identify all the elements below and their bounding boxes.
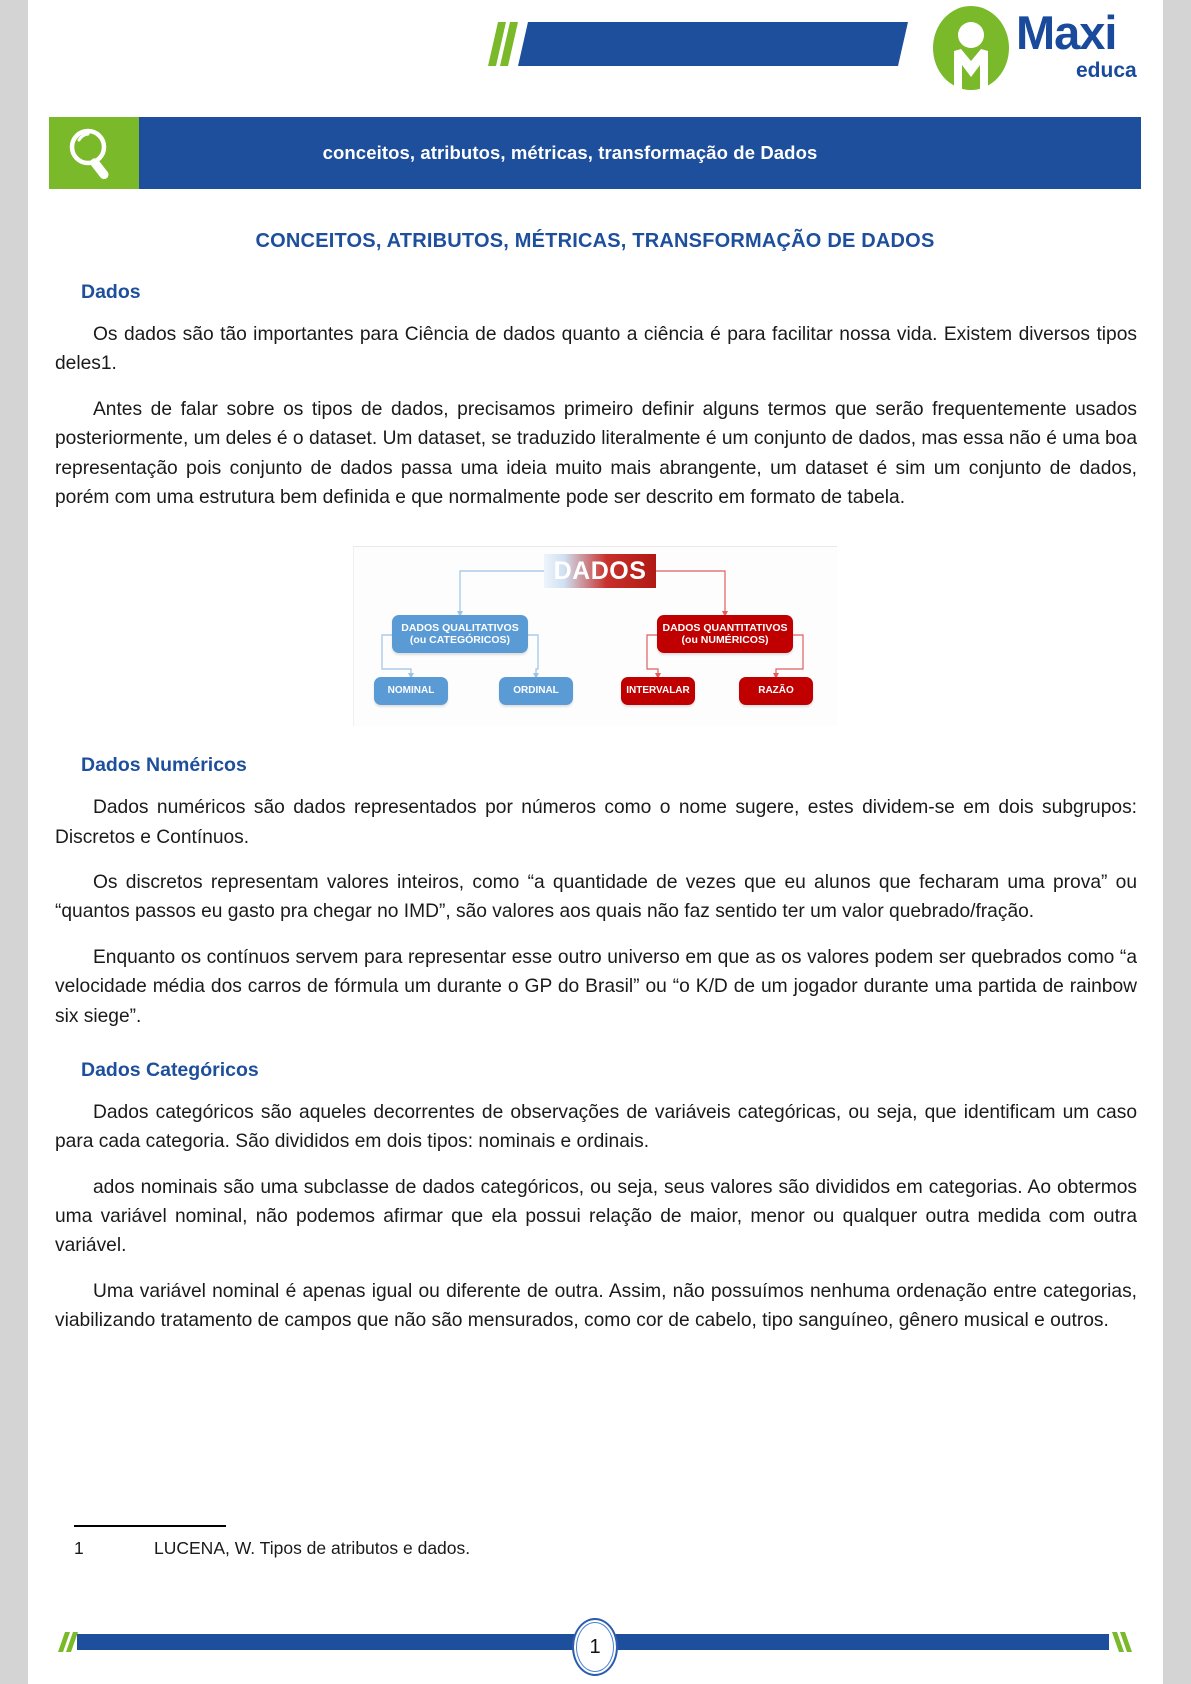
diagram-node-quantitativos: [657, 615, 793, 653]
paragraph: Enquanto os contínuos servem para representar esse outro universo em que as os valores podem ser quebrados como “a velocidade média dos carros de fórmula um durante o GP do Brasil” ou “o K/D de um jogador durante uma partida de rainbow six siege”.: [55, 946, 1137, 1027]
logo-wordmark: Maxi: [1016, 6, 1117, 59]
footer-slashes-right-icon: [1107, 1632, 1133, 1652]
magnifier-icon: [65, 126, 123, 180]
page-header: [28, 0, 1163, 100]
heading-dados-numericos: Dados Numéricos: [81, 754, 247, 777]
diagram-node-dados: DADOS: [544, 554, 656, 588]
footnote-separator: [74, 1525, 226, 1527]
paragraph: ados nominais são uma subclasse de dados categóricos, ou seja, seus valores são divididos em categorias. Ao obtermos uma variável nominal, não podemos afirmar que ela possui relação de maior, menor ou qualquer outra medida com outra variável.: [55, 1176, 1137, 1257]
diagram-node-nominal: NOMINAL: [374, 677, 448, 705]
page-number-badge: 1: [572, 1618, 618, 1676]
diagram-node-line1: DADOS QUANTITATIVOS: [662, 621, 788, 634]
heading-dados-categoricos: Dados Categóricos: [81, 1058, 259, 1081]
footnote-text: LUCENA, W. Tipos de atributos e dados.: [154, 1538, 471, 1558]
maxi-logo-mark-icon: [928, 5, 1014, 91]
logo-subtitle: educa: [1076, 59, 1137, 82]
diagram-node-line2: (ou CATEGÓRICOS): [409, 634, 511, 647]
maxi-educa-logo: [928, 5, 1158, 95]
heading-dados: Dados: [81, 281, 141, 303]
diagram-node-line1: DADOS QUALITATIVOS: [401, 621, 519, 634]
footnote-area: [49, 1525, 1141, 1559]
diagram-node-razao: RAZÃO: [739, 677, 813, 705]
section-title-banner: [49, 117, 1141, 189]
paragraph: Dados numéricos são dados representados por números como o nome sugere, estes dividem-se em dois subgrupos: Discretos e Contínuos.: [55, 797, 1137, 848]
page-gutter-left: [0, 0, 28, 1684]
page-sheet: [28, 0, 1163, 1684]
paragraph: Uma variável nominal é apenas igual ou diferente de outra. Assim, não possuímos nenhuma ordenação entre categorias, viabilizando tratamento de campos que não são mensurados, como cor de cabelo, tipo sanguíneo, gênero musical e outros.: [55, 1280, 1137, 1332]
page-title: CONCEITOS, ATRIBUTOS, MÉTRICAS, TRANSFORMAÇÃO DE DADOS: [255, 230, 935, 252]
footnote-entry: [74, 1538, 1141, 1559]
paragraph: Os discretos representam valores inteiros, como “a quantidade de vezes que eu alunos que fecharam uma prova” ou “quantos passos eu gasto pra chegar no IMD”, são valores aos quais não faz sentido ter um valor quebrado/fração.: [55, 872, 1137, 923]
footnote-number: 1: [74, 1538, 84, 1558]
header-slashes-icon: [488, 22, 522, 66]
diagram-node-ordinal: ORDINAL: [499, 677, 573, 705]
paragraph: Os dados são tão importantes para Ciência de dados quanto a ciência é para facilitar nossa vida. Existem diversos tipos deles1.: [55, 324, 1137, 375]
dados-taxonomy-diagram: [353, 546, 837, 726]
document-content: [49, 200, 1141, 1336]
section-title-text: conceitos, atributos, métricas, transformação de Dados: [139, 117, 1141, 189]
page-gutter-right: [1163, 0, 1191, 1684]
diagram-node-intervalar: INTERVALAR: [621, 677, 695, 705]
page-footer: [49, 1612, 1141, 1672]
paragraph: Dados categóricos são aqueles decorrentes de observações de variáveis categóricas, ou seja, que identificam um caso para cada categoria. São divididos em dois tipos: nominais e ordinais.: [55, 1101, 1137, 1153]
header-blue-bar: [518, 22, 908, 66]
paragraph: Antes de falar sobre os tipos de dados, precisamos primeiro definir alguns termos que serão frequentemente usados posteriormente, um deles é o dataset. Um dataset, se traduzido literalmente é um conjunto de dados, mas essa não é uma boa representação pois conjunto de dados passa uma ideia muito mais abrangente, um dataset é sim um conjunto de dados, porém com uma estrutura bem definida e que normalmente pode ser descrito em formato de tabela.: [55, 398, 1137, 508]
header-banner-graphic: [488, 22, 908, 66]
diagram-node-line2: (ou NUMÉRICOS): [681, 634, 769, 647]
diagram-node-qualitativos: [392, 615, 528, 653]
magnifier-icon-block: [49, 117, 139, 189]
